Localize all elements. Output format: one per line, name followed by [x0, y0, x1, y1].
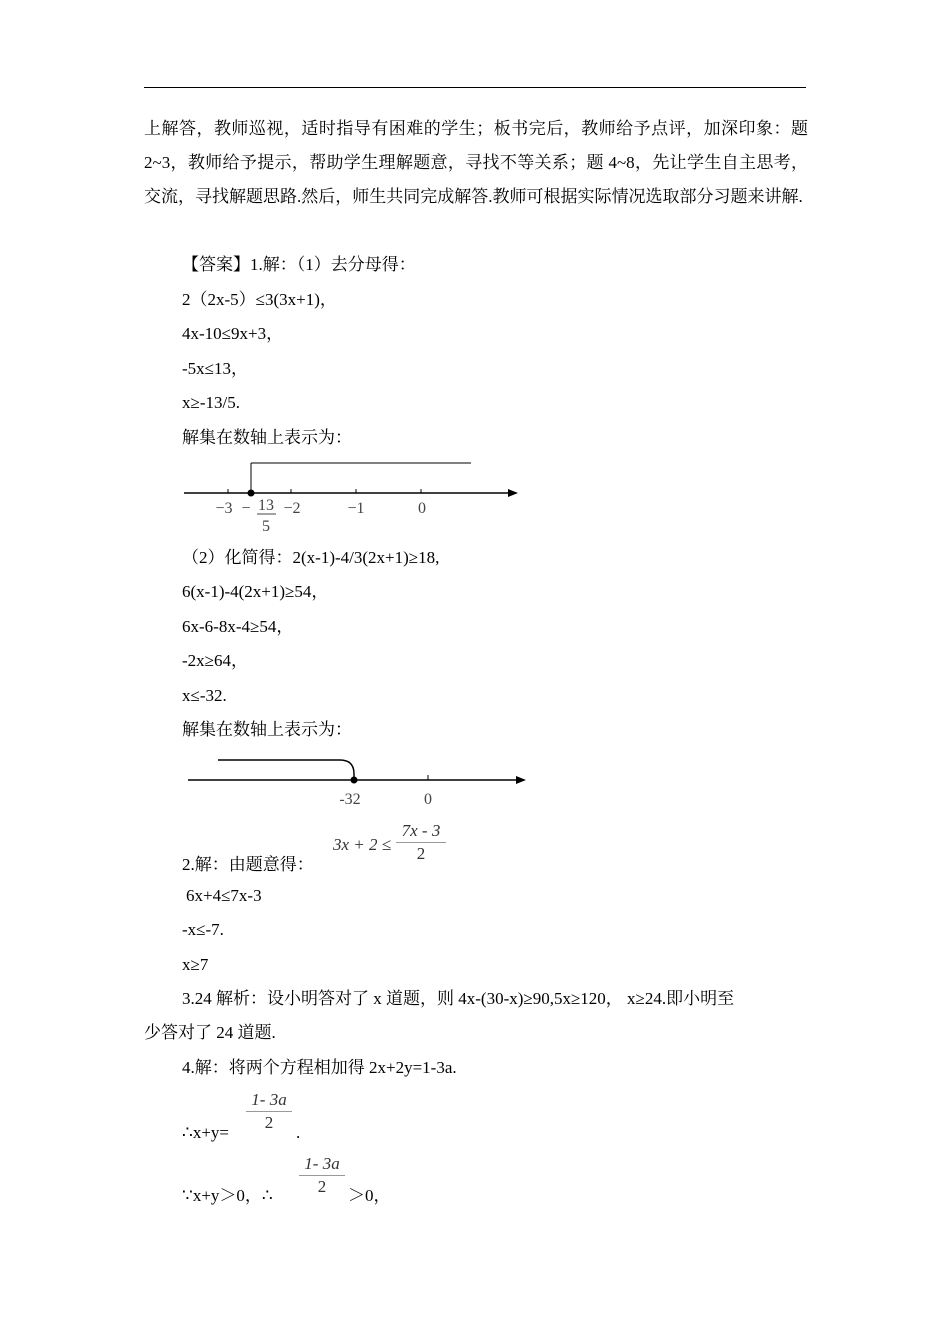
number-line-2	[180, 752, 540, 814]
part2-header: （2）化简得：2(x-1)-4/3(2x+1)≥18,	[182, 548, 440, 567]
q4-line-1: 4.解：将两个方程相加得 2x+2y=1-3a.	[182, 1058, 457, 1077]
fraction-numerator: 13	[258, 497, 274, 514]
q4-fraction-2	[299, 1153, 345, 1198]
q4-fraction-2-denominator: 2	[299, 1175, 345, 1198]
q4-because-prefix: ∵x+y＞0，∴	[182, 1186, 273, 1205]
q4-because-suffix: ＞0，	[348, 1186, 391, 1205]
q4-fraction-1	[246, 1089, 292, 1134]
q2-fraction-denominator: 2	[396, 842, 446, 865]
q2-fraction-numerator: 7x - 3	[401, 821, 441, 840]
intro-paragraph: 上解答，教师巡视，适时指导有困难的学生；板书完后，教师给予点评，加深印象：题 2~3，教师给予提示，帮助学生理解题意，寻找不等关系；题 4~8，先让学生自主思考，交流，寻找解题思路.然后，师生共同完成解答.教师可根据实际情况选取部分习题来讲解.	[144, 119, 808, 206]
q4-fraction-2-numerator: 1- 3a	[304, 1154, 340, 1173]
step1-line-1: 2（2x-5）≤3(3x+1)，	[182, 290, 337, 309]
header-rule	[144, 87, 806, 88]
step2-line-1: 6(x-1)-4(2x+1)≥54，	[182, 582, 329, 601]
step2-line-4: x≤-32.	[182, 686, 227, 705]
q2-intro: 2.解：由题意得：	[182, 855, 314, 874]
q4-therefore-suffix: .	[296, 1123, 301, 1142]
tick-label-neg3: −3	[215, 500, 233, 517]
answer-header: 【答案】1.解：（1）去分母得：	[182, 255, 416, 274]
number-line-caption-2: 解集在数轴上表示为：	[182, 720, 352, 739]
tick-label-0: 0	[424, 791, 432, 808]
q4-fraction-1-numerator: 1- 3a	[251, 1090, 287, 1109]
number-line-caption-1: 解集在数轴上表示为：	[182, 428, 352, 447]
q2-formula-fraction	[396, 820, 446, 865]
fraction-denominator: 5	[262, 518, 270, 535]
q4-fraction-1-denominator: 2	[246, 1111, 292, 1134]
tick-label-neg2: −2	[283, 500, 301, 517]
tick-label-0: 0	[418, 500, 426, 517]
q3-line-2: 少答对了 24 道题.	[144, 1023, 276, 1042]
step1-line-3: -5x≤13，	[182, 359, 248, 378]
step1-line-4: x≥-13/5.	[182, 393, 240, 412]
q2-step-2: -x≤-7.	[182, 920, 224, 939]
q4-therefore-prefix: ∴x+y=	[182, 1123, 229, 1142]
tick-label-neg1: −1	[347, 500, 365, 517]
number-line-1	[180, 455, 530, 537]
step1-line-2: 4x-10≤9x+3，	[182, 324, 284, 343]
tick-label-neg32: -32	[339, 791, 361, 808]
q2-step-1: 6x+4≤7x-3	[186, 886, 262, 905]
step2-line-2: 6x-6-8x-4≥54，	[182, 617, 294, 636]
q2-step-3: x≥7	[182, 955, 209, 974]
step2-line-3: -2x≥64，	[182, 651, 248, 670]
q2-formula-lhs: 3x + 2 ≤	[333, 835, 392, 854]
q3-line-1: 3.24 解析：设小明答对了 x 道题，则 4x-(30-x)≥90,5x≥120， x≥24.即小明至	[182, 989, 735, 1008]
tick-label-minus: −	[241, 500, 251, 517]
